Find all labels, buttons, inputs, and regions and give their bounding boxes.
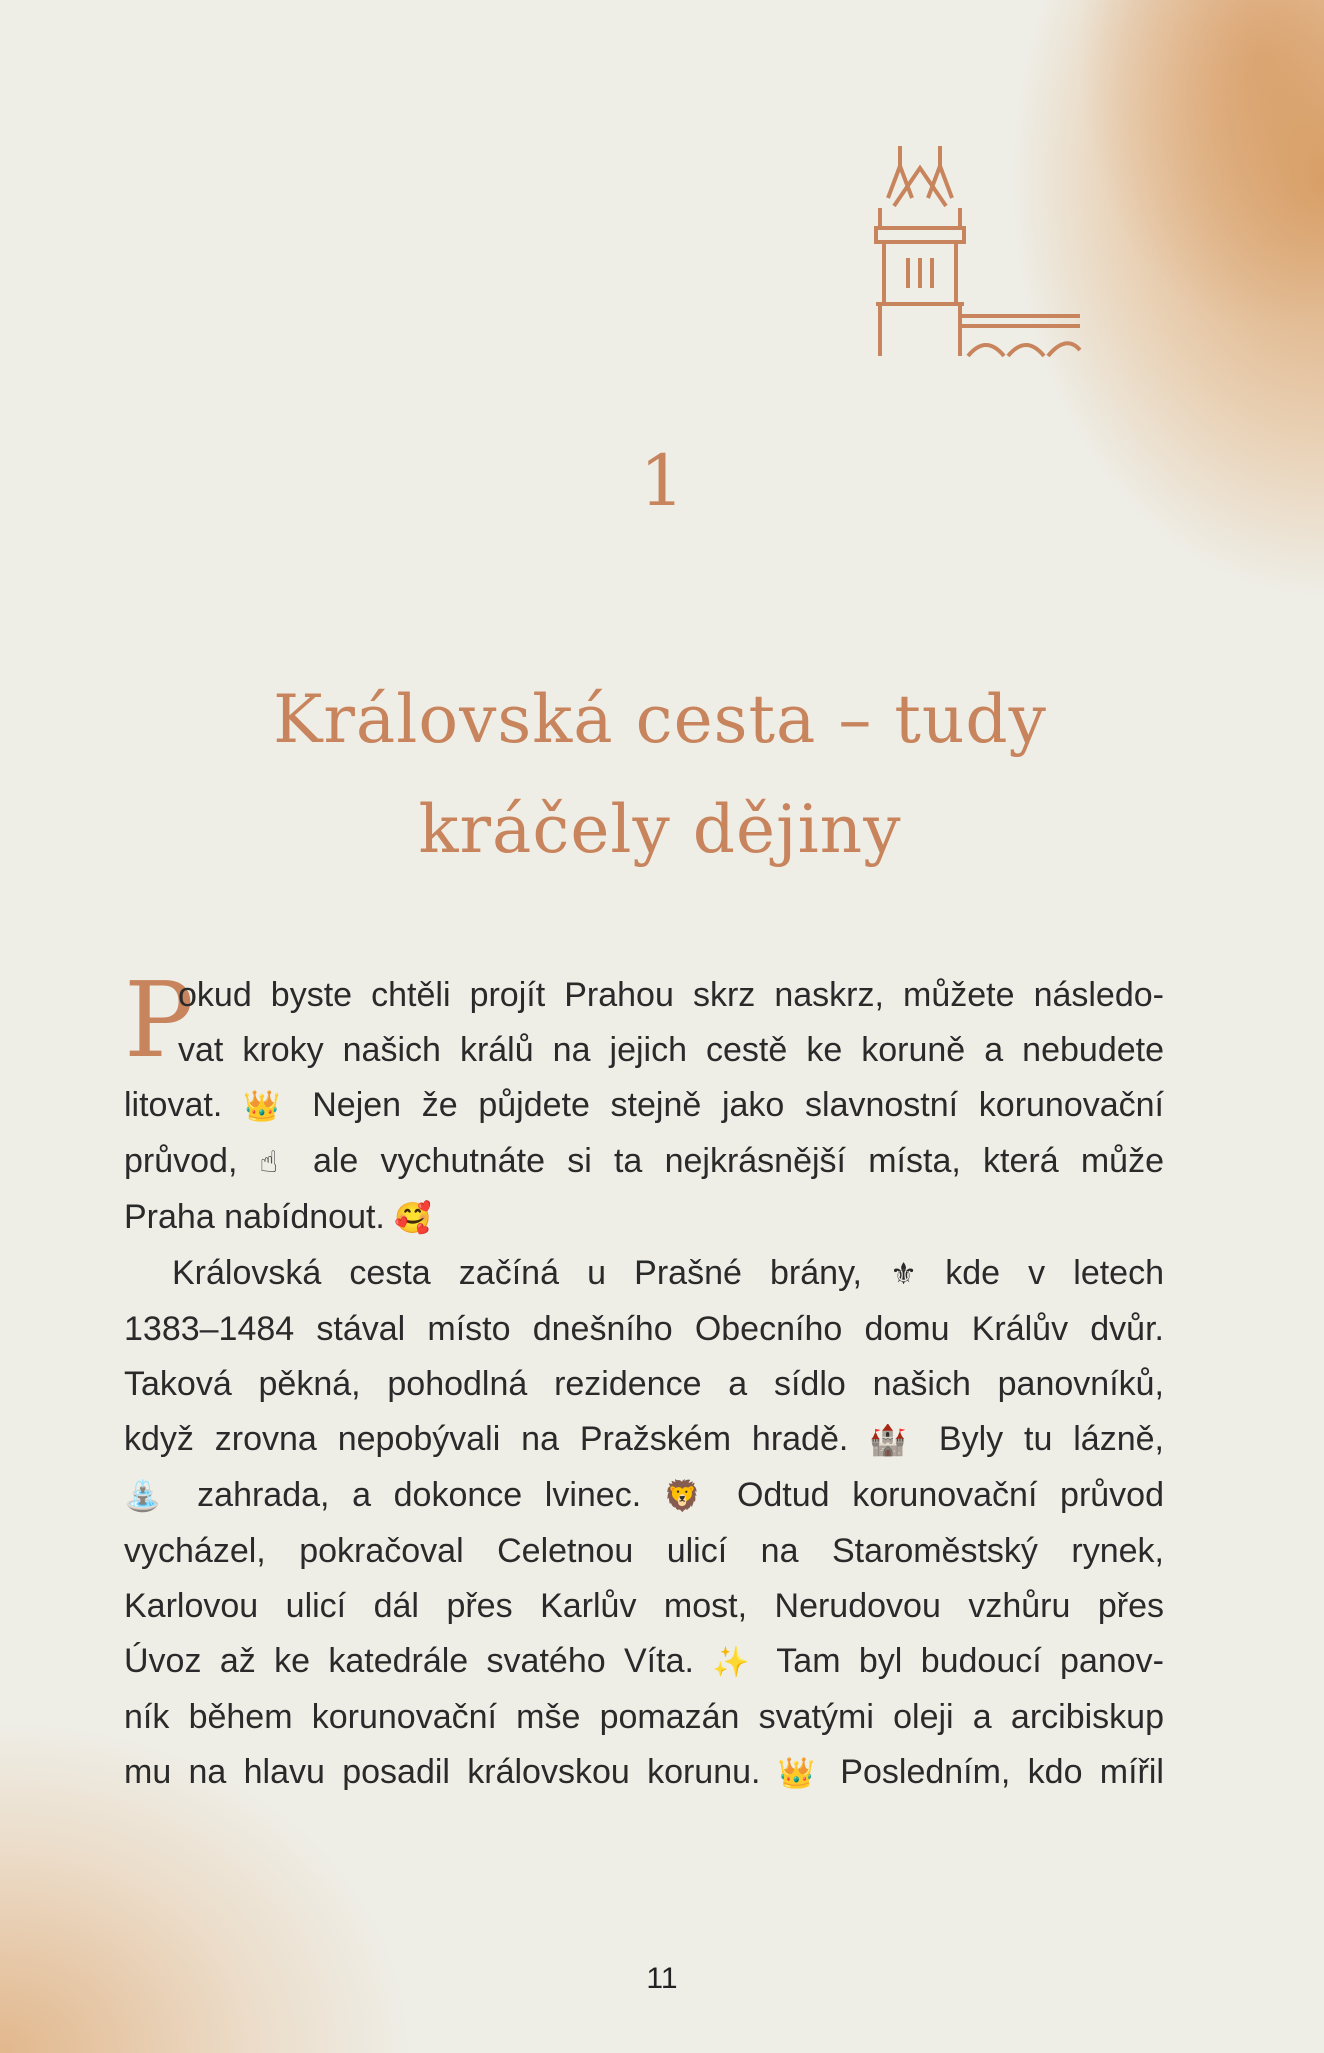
text-line: okud byste chtěli projít Prahou skrz naskrz, můžete následo- <box>178 976 1164 1014</box>
chapter-title-line2: kráčely dějiny <box>418 791 902 868</box>
fleur-de-lis-icon: ⚜ <box>890 1257 918 1292</box>
text-line: ník během korunovační mše pomazán svatými oleji a arcibiskup <box>124 1698 1164 1736</box>
text-line: když zrovna nepobývali na Pražském hradě. 🏰 Byly tu lázně, <box>124 1420 1164 1458</box>
text-line: Karlovou ulicí dál přes Karlův most, Nerudovou vzhůru přes <box>124 1587 1164 1625</box>
body-text <box>124 959 1165 1801</box>
fountain-icon: ⛲ <box>124 1479 175 1514</box>
text-line: vycházel, pokračoval Celetnou ulicí na Staroměstský rynek, <box>124 1532 1164 1570</box>
text-line: Úvoz až ke katedrále svatého Víta. ✨ Tam byl budoucí panov- <box>124 1642 1164 1680</box>
chapter-title <box>160 665 1160 885</box>
crown-icon: 👑 <box>242 1089 292 1124</box>
crown-icon: 👑 <box>777 1756 823 1791</box>
text-line: průvod, ☝ ale vychutnáte si ta nejkrásnější místa, která může <box>124 1142 1164 1180</box>
chapter-number: 1 <box>639 440 685 522</box>
text-line: 1383–1484 stával místo dnešního Obecního domu Králův dvůr. <box>124 1310 1164 1348</box>
smiling-face-hearts-icon: 🥰 <box>394 1201 432 1236</box>
text-line: Praha nabídnout. 🥰 <box>124 1198 432 1236</box>
drop-cap: P <box>124 959 194 1081</box>
text-line: mu na hlavu posadil královskou korunu. 👑 Posledním, kdo mířil <box>124 1753 1164 1791</box>
text-line: ⛲ zahrada, a dokonce lvinec. 🦁 Odtud korunovační průvod <box>124 1476 1164 1514</box>
tower-bridge-icon <box>872 138 1084 360</box>
pointing-finger-icon: ☝ <box>259 1145 291 1180</box>
lion-icon: 🦁 <box>663 1479 715 1514</box>
text-line: Královská cesta začíná u Prašné brány, ⚜ kde v letech <box>172 1254 1164 1292</box>
text-line: vat kroky našich králů na jejich cestě ke koruně a nebudete <box>178 1031 1164 1069</box>
castle-icon: 🏰 <box>869 1423 918 1458</box>
page-number: 11 <box>646 1962 678 1995</box>
sparkles-icon: ✨ <box>712 1645 759 1680</box>
text-line: Taková pěkná, pohodlná rezidence a sídlo našich panovníků, <box>124 1365 1164 1403</box>
text-line: litovat. 👑 Nejen že půjdete stejně jako slavnostní korunovační <box>124 1086 1165 1124</box>
chapter-title-line1: Královská cesta – tudy <box>273 681 1047 758</box>
